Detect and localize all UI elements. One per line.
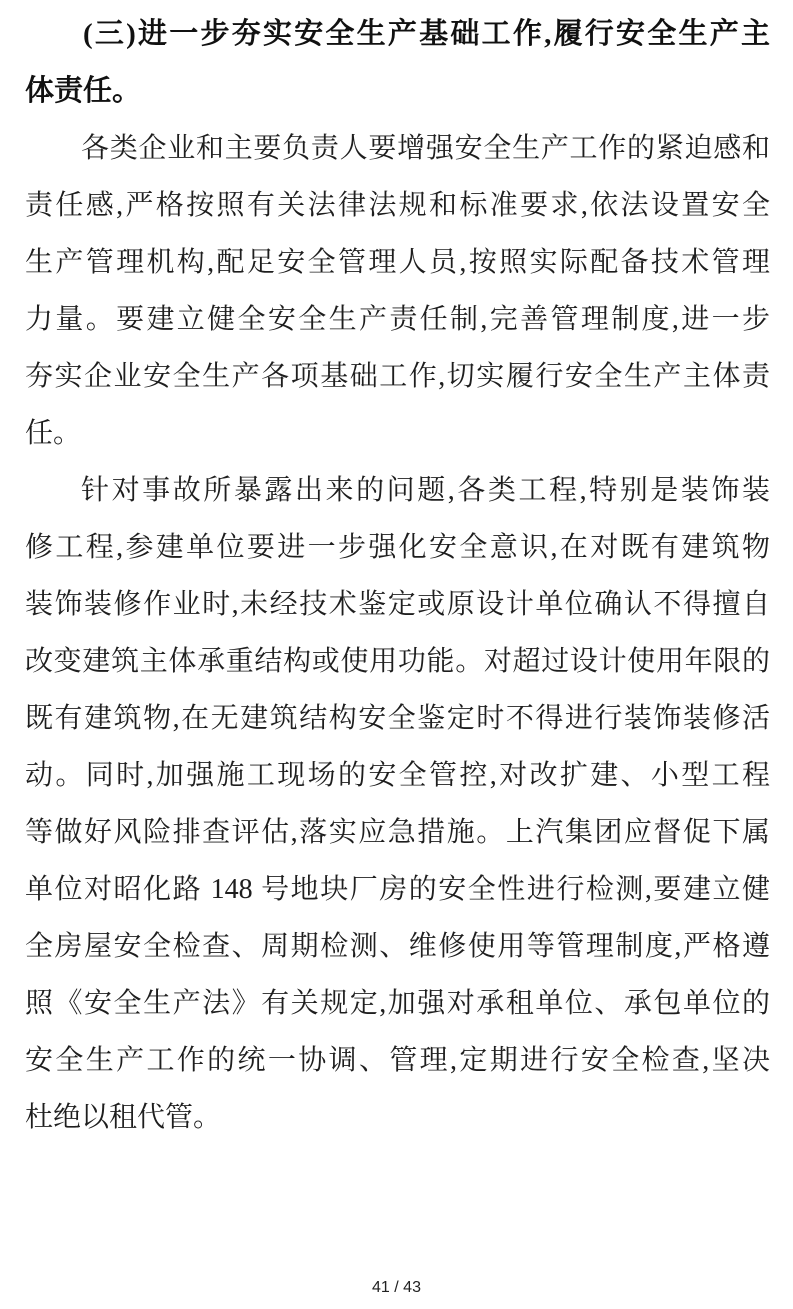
paragraph: [25, 462, 770, 1146]
body-line: 照《安全生产法》有关规定,加强对承租单位、承包单位的: [25, 988, 770, 1019]
body-line: 等做好风险排查评估,落实应急措施。上汽集团应督促下属: [25, 817, 770, 848]
page-content: [25, 6, 770, 1146]
body-line: 各类企业和主要负责人要增强安全生产工作的紧迫感和: [81, 133, 770, 164]
body-line: 既有建筑物,在无建筑结构安全鉴定时不得进行装饰装修活: [25, 703, 770, 734]
body-line: 力量。要建立健全安全生产责任制,完善管理制度,进一步: [25, 304, 770, 335]
body-line: 动。同时,加强施工现场的安全管控,对改扩建、小型工程: [25, 760, 770, 791]
body-line: 杜绝以租代管。: [25, 1102, 222, 1133]
body-line: 生产管理机构,配足安全管理人员,按照实际配备技术管理: [25, 247, 770, 278]
heading-line: 体责任。: [25, 75, 142, 107]
body-line: 改变建筑主体承重结构或使用功能。对超过设计使用年限的: [25, 646, 770, 677]
body-line: 单位对昭化路 148 号地块厂房的安全性进行检测,要建立健: [25, 874, 770, 905]
body-line: 全房屋安全检查、周期检测、维修使用等管理制度,严格遵: [25, 931, 770, 962]
body-line: 夯实企业安全生产各项基础工作,切实履行安全生产主体责: [25, 361, 770, 392]
paragraph: [25, 120, 770, 462]
heading-line: (三)进一步夯实安全生产基础工作,履行安全生产主: [83, 18, 770, 50]
body-line: 责任感,严格按照有关法律法规和标准要求,依法设置安全: [25, 190, 770, 221]
body-line: 装饰装修作业时,未经技术鉴定或原设计单位确认不得擅自: [25, 589, 770, 620]
section-heading: [25, 6, 770, 120]
body-line: 安全生产工作的统一协调、管理,定期进行安全检查,坚决: [25, 1045, 770, 1076]
page-number: 41 / 43: [372, 1279, 421, 1296]
body-line: 针对事故所暴露出来的问题,各类工程,特别是装饰装: [81, 475, 770, 506]
body-line: 任。: [25, 418, 82, 449]
body-line: 修工程,参建单位要进一步强化安全意识,在对既有建筑物: [25, 532, 770, 563]
